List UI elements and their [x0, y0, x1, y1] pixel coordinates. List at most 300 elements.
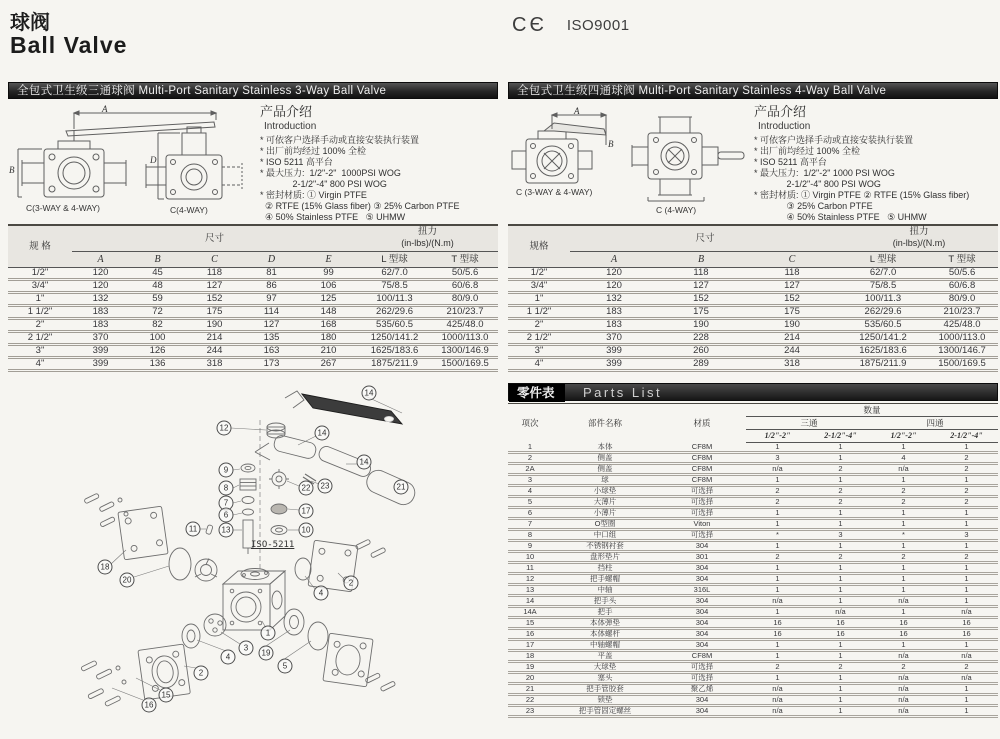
- table-row: [8, 306, 498, 319]
- cell-part-name: 本体: [552, 443, 658, 453]
- cell: 1500/169.5: [926, 358, 998, 371]
- cell-material: 聚乙烯: [658, 684, 746, 695]
- part-balloon: 2: [344, 576, 359, 591]
- part-balloon: 10: [299, 523, 314, 538]
- cell-qty: n/a: [746, 695, 809, 706]
- cell: 1875/211.9: [840, 358, 926, 371]
- cell: 175: [744, 306, 840, 319]
- intro-line: * 最大压力: 1/2"-2" 1000PSI WOG: [260, 168, 401, 178]
- cell-spec: 4": [8, 358, 72, 371]
- cell: 120: [72, 268, 129, 280]
- cell-qty: 1: [746, 475, 809, 486]
- cell: 50/5.6: [926, 268, 998, 280]
- cell: 152: [744, 293, 840, 306]
- cell-part-name: 中轴螺帽: [552, 640, 658, 651]
- cell-index: 14: [508, 596, 552, 607]
- cell-qty: n/a: [872, 695, 935, 706]
- part-balloon: 12: [217, 421, 232, 436]
- cell: 97: [243, 293, 300, 306]
- cell-qty: *: [872, 530, 935, 541]
- cell: 80/9.0: [432, 293, 498, 306]
- cell: 86: [243, 280, 300, 293]
- cell-qty: 2: [935, 662, 998, 673]
- cell-index: 19: [508, 662, 552, 673]
- cell-part-name: O型圈: [552, 519, 658, 530]
- col-header-name: 部件名称: [587, 418, 622, 429]
- size-range-header: 2-1/2"-4": [935, 430, 998, 443]
- cell: 50/5.6: [432, 268, 498, 280]
- intro-line: * ISO 5211 高平台: [754, 157, 827, 167]
- cell-index: 21: [508, 684, 552, 695]
- dimension-table-3way: [8, 224, 498, 372]
- intro-line: 2-1/2"-4" 800 PSI WOG: [260, 179, 387, 189]
- cell-spec: 1": [508, 293, 570, 306]
- certifications: [512, 14, 630, 37]
- cell: 118: [744, 268, 840, 280]
- cell: 120: [570, 280, 658, 293]
- part-balloon: 2: [194, 666, 209, 681]
- section-3way: [8, 82, 498, 739]
- cell: 183: [72, 306, 129, 319]
- cell-part-name: 中口组: [552, 530, 658, 541]
- cell-qty: 1: [809, 684, 872, 695]
- cell: 190: [186, 319, 243, 332]
- cell-qty: 2: [872, 497, 935, 508]
- part-balloon: 8: [219, 481, 234, 496]
- cell-qty: n/a: [935, 673, 998, 684]
- torque-col-header: T 型球: [432, 252, 498, 268]
- cell: 100/11.3: [357, 293, 432, 306]
- cell-index: 4: [508, 486, 552, 497]
- parts-row: [508, 486, 998, 497]
- cell-part-name: 塞头: [552, 673, 658, 684]
- cell: 244: [744, 345, 840, 358]
- size-col-header: E: [300, 252, 357, 268]
- parts-row: [508, 563, 998, 574]
- col-header-qty: 数量: [746, 404, 998, 417]
- parts-row: [508, 585, 998, 596]
- torque-label: 扭力: [909, 226, 929, 237]
- cell: 72: [129, 306, 186, 319]
- parts-row: [508, 629, 998, 640]
- cell: 190: [658, 319, 744, 332]
- cell-qty: 1: [746, 673, 809, 684]
- cell-qty: 1: [872, 443, 935, 453]
- cell-part-name: 侧盖: [552, 464, 658, 475]
- col-header-index: 项次: [521, 418, 539, 429]
- cell-index: 22: [508, 695, 552, 706]
- parts-row: [508, 662, 998, 673]
- size-col-header: C: [744, 252, 840, 268]
- cell-part-name: 中轴: [552, 585, 658, 596]
- cell-qty: 1: [809, 541, 872, 552]
- parts-row: [508, 508, 998, 519]
- cell: 180: [300, 332, 357, 345]
- cell-qty: 1: [872, 508, 935, 519]
- cell: 82: [129, 319, 186, 332]
- valve-outline-drawings-4way: [508, 105, 748, 221]
- parts-row: [508, 552, 998, 563]
- part-balloon: 18: [98, 560, 113, 575]
- cell-qty: n/a: [746, 684, 809, 695]
- cell-part-name: 盘形垫片: [552, 552, 658, 563]
- cell: 127: [243, 319, 300, 332]
- cell-qty: 2: [872, 552, 935, 563]
- cell-part-name: 平盖: [552, 651, 658, 662]
- part-balloon: 9: [219, 463, 234, 478]
- parts-row: [508, 464, 998, 475]
- cell-qty: 1: [809, 508, 872, 519]
- intro-line: ② RTFE (15% Glass fiber) ③ 25% Carbon PTFE: [260, 201, 460, 211]
- cell: 100: [129, 332, 186, 345]
- cell: 62/7.0: [357, 268, 432, 280]
- cell-qty: 3: [809, 530, 872, 541]
- cell: 399: [72, 358, 129, 371]
- cell: 210/23.7: [432, 306, 498, 319]
- cell-qty: 1: [809, 519, 872, 530]
- part-balloon: 7: [219, 496, 234, 511]
- cell: 118: [658, 268, 744, 280]
- cell-material: 316L: [658, 585, 746, 596]
- table-row: [508, 332, 998, 345]
- cell-part-name: 挡柱: [552, 563, 658, 574]
- parts-list-title-zh: 零件表: [509, 384, 565, 402]
- part-balloon: 15: [159, 688, 174, 703]
- intro-line: ④ 50% Stainless PTFE ⑤ UHMW: [754, 212, 927, 222]
- cell-part-name: 大薄片: [552, 497, 658, 508]
- cell: 399: [72, 345, 129, 358]
- cell-spec: 3": [8, 345, 72, 358]
- cell-spec: 4": [508, 358, 570, 371]
- cell-qty: 1: [872, 519, 935, 530]
- torque-col-header: L 型球: [357, 252, 432, 268]
- cell-qty: *: [746, 530, 809, 541]
- cell: 210/23.7: [926, 306, 998, 319]
- parts-row: [508, 443, 998, 453]
- cell-qty: 16: [809, 629, 872, 640]
- cell-qty: 2: [935, 453, 998, 464]
- size-col-header: A: [72, 252, 129, 268]
- table-row: [508, 268, 998, 280]
- cell: 425/48.0: [432, 319, 498, 332]
- part-balloon: 16: [142, 698, 157, 713]
- section-header-3way: 全包式卫生级三通球阀 Multi-Port Sanitary Stainless 3-Way Ball Valve: [8, 82, 498, 99]
- cell: 120: [570, 268, 658, 280]
- part-balloon: 5: [278, 659, 293, 674]
- cell-material: 304: [658, 596, 746, 607]
- exploded-view-drawing: [8, 378, 498, 739]
- cell-qty: 1: [872, 541, 935, 552]
- part-balloon: 17: [299, 504, 314, 519]
- cell-qty: 1: [935, 563, 998, 574]
- cell-qty: 1: [872, 640, 935, 651]
- cell: 210: [300, 345, 357, 358]
- torque-col-header: L 型球: [840, 252, 926, 268]
- cell: 399: [570, 345, 658, 358]
- cell-qty: 16: [872, 629, 935, 640]
- col-header-spec: 规 格: [8, 225, 72, 268]
- cell: 45: [129, 268, 186, 280]
- part-balloon: 14: [315, 426, 330, 441]
- intro-line: 2-1/2"-4" 800 PSI WOG: [754, 179, 881, 189]
- cell-index: 10: [508, 552, 552, 563]
- cell-index: 15: [508, 618, 552, 629]
- cell-material: 304: [658, 563, 746, 574]
- cell: 148: [300, 306, 357, 319]
- cell-spec: 3": [508, 345, 570, 358]
- part-balloon: 3: [239, 641, 254, 656]
- cell-part-name: 把手: [552, 607, 658, 618]
- cell-material: 可选择: [658, 486, 746, 497]
- cell: 1000/113.0: [926, 332, 998, 345]
- page-title-zh: 球阀: [10, 12, 50, 34]
- parts-list-table: [508, 403, 998, 718]
- cell: 183: [72, 319, 129, 332]
- part-balloon: 1: [261, 626, 276, 641]
- cell-index: 18: [508, 651, 552, 662]
- cell: 1625/183.6: [357, 345, 432, 358]
- cell-qty: 2: [872, 662, 935, 673]
- table-row: [508, 306, 998, 319]
- drawing-caption-3way: C(3-WAY & 4-WAY): [26, 203, 100, 213]
- part-balloon: 14: [357, 455, 372, 470]
- intro-line: ④ 50% Stainless PTFE ⑤ UHMW: [260, 212, 406, 222]
- drawing-caption-4way: C (4-WAY): [656, 205, 697, 215]
- cell-material: CF8M: [658, 453, 746, 464]
- cell-qty: n/a: [872, 651, 935, 662]
- cell-material: 可选择: [658, 530, 746, 541]
- cell: 152: [186, 293, 243, 306]
- cell: 1250/141.2: [840, 332, 926, 345]
- cell-qty: 1: [809, 443, 872, 453]
- cell-qty: 1: [935, 574, 998, 585]
- cell-qty: 2: [809, 486, 872, 497]
- cell-material: 304: [658, 695, 746, 706]
- parts-row: [508, 530, 998, 541]
- cell-material: Viton: [658, 519, 746, 530]
- cell-part-name: 小球垫: [552, 486, 658, 497]
- torque-label: 扭力: [418, 226, 438, 237]
- cell: 75/8.5: [357, 280, 432, 293]
- cell-qty: 1: [746, 541, 809, 552]
- cell-qty: 1: [746, 563, 809, 574]
- cell: 163: [243, 345, 300, 358]
- cell-part-name: 把手头: [552, 596, 658, 607]
- valve-front-side-drawing: [8, 105, 254, 203]
- cell-qty: 1: [935, 443, 998, 453]
- iso5211-label: ISO-5211: [251, 540, 295, 550]
- col-header-material: 材质: [693, 418, 711, 429]
- cell-qty: n/a: [746, 706, 809, 717]
- cell-material: 304: [658, 541, 746, 552]
- parts-list-title-en: Parts List: [582, 385, 663, 400]
- cell-material: 304: [658, 607, 746, 618]
- iso9001-label: ISO9001: [566, 17, 630, 34]
- cell-qty: 2: [809, 552, 872, 563]
- cell: 183: [570, 319, 658, 332]
- col-header-3way: 三通: [746, 417, 872, 430]
- cell-material: 304: [658, 629, 746, 640]
- cell: 183: [570, 306, 658, 319]
- cell: 118: [186, 268, 243, 280]
- cell-qty: 1: [872, 563, 935, 574]
- cell-index: 3: [508, 475, 552, 486]
- part-balloon: 22: [299, 481, 314, 496]
- cell: 135: [243, 332, 300, 345]
- cell-index: 6: [508, 508, 552, 519]
- cell: 127: [658, 280, 744, 293]
- cell-qty: 1: [935, 508, 998, 519]
- cell-qty: 2: [935, 497, 998, 508]
- cell: 425/48.0: [926, 319, 998, 332]
- parts-row: [508, 706, 998, 717]
- cell-spec: 2": [508, 319, 570, 332]
- cell-qty: 2: [746, 662, 809, 673]
- cell-part-name: 本体螺杆: [552, 629, 658, 640]
- part-balloon: 14: [362, 386, 377, 401]
- cell: 1300/146.7: [926, 345, 998, 358]
- intro-title-en: Introduction: [758, 121, 811, 132]
- part-balloon: 23: [318, 479, 333, 494]
- cell: 127: [744, 280, 840, 293]
- cell-index: 14A: [508, 607, 552, 618]
- cell-qty: 16: [746, 618, 809, 629]
- table-row: [8, 345, 498, 358]
- size-range-header: 1/2"-2": [872, 430, 935, 443]
- intro-line: * 可依客户选择手动或直接安装执行装置: [260, 135, 420, 145]
- cell: 267: [300, 358, 357, 371]
- cell-qty: 1: [935, 541, 998, 552]
- cell-index: 1: [508, 443, 552, 453]
- parts-row: [508, 607, 998, 618]
- intro-title-en: Introduction: [264, 121, 317, 132]
- cell: 260: [658, 345, 744, 358]
- cell-index: 8: [508, 530, 552, 541]
- drawing-caption-4way: C(4-WAY): [170, 205, 208, 215]
- cell-spec: 3/4": [508, 280, 570, 293]
- cell-index: 9: [508, 541, 552, 552]
- cell-qty: 1: [809, 585, 872, 596]
- cell-part-name: 侧盖: [552, 453, 658, 464]
- cell: 114: [243, 306, 300, 319]
- parts-row: [508, 497, 998, 508]
- size-col-header: C: [186, 252, 243, 268]
- cell: 125: [300, 293, 357, 306]
- cell-qty: 1: [809, 695, 872, 706]
- cell-qty: 2: [935, 486, 998, 497]
- cell-spec: 2 1/2": [8, 332, 72, 345]
- cell: 127: [186, 280, 243, 293]
- cell-qty: 1: [872, 574, 935, 585]
- table-row: [8, 358, 498, 371]
- cell: 535/60.5: [840, 319, 926, 332]
- cell-qty: 1: [746, 443, 809, 453]
- cell: 289: [658, 358, 744, 371]
- intro-line: * ISO 5211 高平台: [260, 157, 333, 167]
- cell-qty: 1: [809, 563, 872, 574]
- part-balloon: 11: [186, 522, 201, 537]
- size-range-header: 2-1/2"-4": [809, 430, 872, 443]
- cell: 244: [186, 345, 243, 358]
- torque-unit-label: (in-lbs)/(N.m): [401, 238, 454, 248]
- cell-qty: 1: [809, 453, 872, 464]
- cell-part-name: 把手管胶套: [552, 684, 658, 695]
- cell-qty: n/a: [809, 607, 872, 618]
- cell: 75/8.5: [840, 280, 926, 293]
- cell-qty: 1: [809, 574, 872, 585]
- col-header-size: 尺寸: [72, 225, 357, 252]
- cell: 214: [744, 332, 840, 345]
- col-header-size: 尺寸: [570, 225, 840, 252]
- part-balloon: 19: [259, 646, 274, 661]
- table-row: [8, 293, 498, 306]
- cell-qty: n/a: [872, 464, 935, 475]
- cell-qty: 16: [746, 629, 809, 640]
- dim-label-b: B: [608, 139, 614, 149]
- cell-qty: 1: [809, 596, 872, 607]
- col-header-4way: 四通: [872, 417, 998, 430]
- cell-qty: 16: [872, 618, 935, 629]
- cell-qty: n/a: [746, 596, 809, 607]
- cell-qty: 16: [935, 629, 998, 640]
- cell-qty: 2: [935, 464, 998, 475]
- cell-qty: 2: [809, 464, 872, 475]
- cell-qty: 1: [935, 585, 998, 596]
- cell-qty: 1: [872, 475, 935, 486]
- cell-index: 7: [508, 519, 552, 530]
- cell-material: CF8M: [658, 651, 746, 662]
- cell-qty: 1: [935, 640, 998, 651]
- cell: 132: [570, 293, 658, 306]
- cell: 60/6.8: [432, 280, 498, 293]
- intro-line: * 可依客户选择手动或直接安装执行装置: [754, 135, 914, 145]
- cell-material: 可选择: [658, 662, 746, 673]
- size-col-header: A: [570, 252, 658, 268]
- cell: 262/29.6: [840, 306, 926, 319]
- dim-label-d: D: [150, 155, 157, 165]
- col-header-torque: [840, 225, 998, 252]
- cell: 126: [129, 345, 186, 358]
- cell-qty: 1: [935, 475, 998, 486]
- cell-material: 304: [658, 706, 746, 717]
- torque-col-header: T 型球: [926, 252, 998, 268]
- dimension-table-4way: [508, 224, 998, 372]
- cell-spec: 1/2": [508, 268, 570, 280]
- cell-qty: 1: [935, 706, 998, 717]
- cell: 318: [186, 358, 243, 371]
- cell: 1000/113.0: [432, 332, 498, 345]
- parts-row: [508, 475, 998, 486]
- cell-qty: 1: [872, 607, 935, 618]
- cell: 81: [243, 268, 300, 280]
- parts-row: [508, 640, 998, 651]
- cell: 399: [570, 358, 658, 371]
- cell-index: 2: [508, 453, 552, 464]
- col-header-torque: [357, 225, 498, 252]
- size-col-header: B: [658, 252, 744, 268]
- cell-qty: 16: [935, 618, 998, 629]
- intro-line: * 出厂前均经过 100% 全检: [260, 146, 367, 156]
- cell-qty: 1: [809, 651, 872, 662]
- parts-row: [508, 596, 998, 607]
- parts-row: [508, 684, 998, 695]
- cell-material: 可选择: [658, 508, 746, 519]
- part-balloon: 6: [219, 508, 234, 523]
- cell-material: 304: [658, 640, 746, 651]
- cell: 228: [658, 332, 744, 345]
- parts-row: [508, 673, 998, 684]
- cell-qty: 1: [809, 706, 872, 717]
